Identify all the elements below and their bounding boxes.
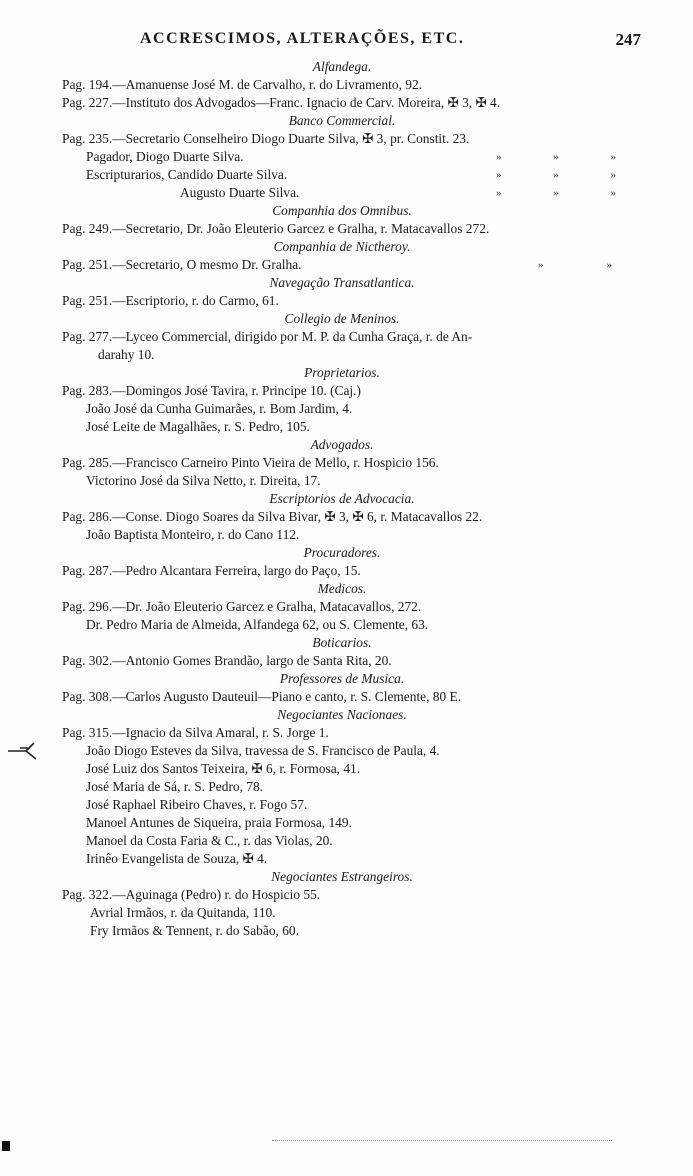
section-heading: Collegio de Meninos. [284,311,400,326]
directory-line [62,166,622,184]
directory-line: Manoel da Costa Faria & C., r. das Violas, 20. [86,833,333,848]
directory-line: Pag. 287.—Pedro Alcantara Ferreira, largo do Paço, 15. [62,563,361,578]
directory-line: Avrial Irmãos, r. da Quitanda, 110. [90,905,276,920]
directory-line: Pag. 194.—Amanuense José M. de Carvalho, r. do Livramento, 92. [62,77,422,92]
page-content [62,58,622,940]
directory-line: Pag. 283.—Domingos José Tavira, r. Principe 10. (Caj.) [62,383,361,398]
directory-line: Irinêo Evangelista de Souza, ✠ 4. [86,851,268,866]
ditto-mark: » [610,187,616,199]
directory-line: Pag. 296.—Dr. João Eleuterio Garcez e Gralha, Matacavallos, 272. [62,599,422,614]
ditto-mark: » [610,151,616,163]
directory-line: Victorino José da Silva Netto, r. Direita, 17. [86,473,321,488]
ditto-marks [496,166,622,184]
directory-line: José Luiz dos Santos Teixeira, ✠ 6, r. Formosa, 41. [86,761,361,776]
directory-line: Manoel Antunes de Siqueira, praia Formosa, 149. [86,815,352,830]
directory-line: Pag. 285.—Francisco Carneiro Pinto Vieira de Mello, r. Hospicio 156. [62,455,439,470]
section-heading: Boticarios. [312,635,372,650]
directory-line: José Maria de Sá, r. S. Pedro, 78. [86,779,264,794]
directory-line [62,256,622,274]
directory-line: João Diogo Esteves da Silva, travessa de S. Francisco de Paula, 4. [86,743,440,758]
section-heading: Companhia dos Omnibus. [272,203,412,218]
section-heading: Companhia de Nictheroy. [273,239,411,254]
ditto-marks [496,148,622,166]
section-heading: Navegação Transatlantica. [269,275,415,290]
directory-line: José Leite de Magalhães, r. S. Pedro, 105. [86,419,310,434]
ditto-mark: » [538,259,544,271]
ditto-mark: » [610,169,616,181]
section-heading: Advogados. [310,437,374,452]
ditto-mark: » [496,151,502,163]
directory-line: Fry Irmãos & Tennent, r. do Sabão, 60. [90,923,299,938]
line-text: Escripturarios, Candido Duarte Silva. [86,167,288,182]
ditto-mark: » [553,169,559,181]
pointing-hand-icon [6,740,40,762]
section-heading: Negociantes Nacionaes. [277,707,407,722]
directory-line: Dr. Pedro Maria de Almeida, Alfandega 62, ou S. Clemente, 63. [86,617,429,632]
section-heading: Proprietarios. [304,365,380,380]
running-title: ACCRESCIMOS, ALTERAÇÕES, ETC. [140,30,465,47]
ditto-mark: » [496,187,502,199]
section-heading: Procuradores. [303,545,381,560]
section-heading: Banco Commercial. [288,113,396,128]
directory-line: Pag. 322.—Aguinaga (Pedro) r. do Hospicio 55. [62,887,321,902]
section-heading: Alfandega. [312,59,372,74]
directory-line: Pag. 249.—Secretario, Dr. João Eleuterio Garcez e Gralha, r. Matacavallos 272. [62,221,490,236]
ditto-mark: » [606,259,612,271]
directory-line: Pag. 251.—Escriptorio, r. do Carmo, 61. [62,293,279,308]
line-text: Pag. 251.—Secretario, O mesmo Dr. Gralha. [62,257,302,272]
line-text: Pagador, Diogo Duarte Silva. [86,149,244,164]
directory-line: darahy 10. [98,347,155,362]
edge-mark [2,1141,10,1151]
directory-line: José Raphael Ribeiro Chaves, r. Fogo 57. [86,797,308,812]
section-heading: Medicos. [317,581,367,596]
ditto-marks [496,184,622,202]
line-text: Augusto Duarte Silva. [180,185,300,200]
directory-line: Pag. 286.—Conse. Diogo Soares da Silva Bivar, ✠ 3, ✠ 6, r. Matacavallos 22. [62,509,483,524]
directory-line: Pag. 277.—Lyceo Commercial, dirigido por M. P. da Cunha Graça, r. de An- [62,329,473,344]
ditto-marks [538,256,622,274]
directory-line [62,148,622,166]
directory-line: João Baptista Monteiro, r. do Cano 112. [86,527,300,542]
page-number: 247 [615,30,641,49]
directory-line: Pag. 227.—Instituto dos Advogados—Franc. Ignacio de Carv. Moreira, ✠ 3, ✠ 4. [62,95,501,110]
ditto-mark: » [553,151,559,163]
page-header [60,30,641,54]
directory-line: Pag. 308.—Carlos Augusto Dauteuil—Piano e canto, r. S. Clemente, 80 E. [62,689,462,704]
ditto-mark: » [496,169,502,181]
directory-line: Pag. 235.—Secretario Conselheiro Diogo Duarte Silva, ✠ 3, pr. Constit. 23. [62,131,470,146]
directory-line: Pag. 315.—Ignacio da Silva Amaral, r. S. Jorge 1. [62,725,329,740]
directory-line [62,184,622,202]
directory-line: Pag. 302.—Antonio Gomes Brandão, largo de Santa Rita, 20. [62,653,392,668]
section-heading: Negociantes Estrangeiros. [271,869,413,884]
directory-line: João José da Cunha Guimarães, r. Bom Jardim, 4. [86,401,353,416]
ditto-mark: » [553,187,559,199]
bottom-dotted-rule [272,1140,612,1142]
section-heading: Professores de Musica. [279,671,405,686]
section-heading: Escriptorios de Advocacia. [269,491,415,506]
